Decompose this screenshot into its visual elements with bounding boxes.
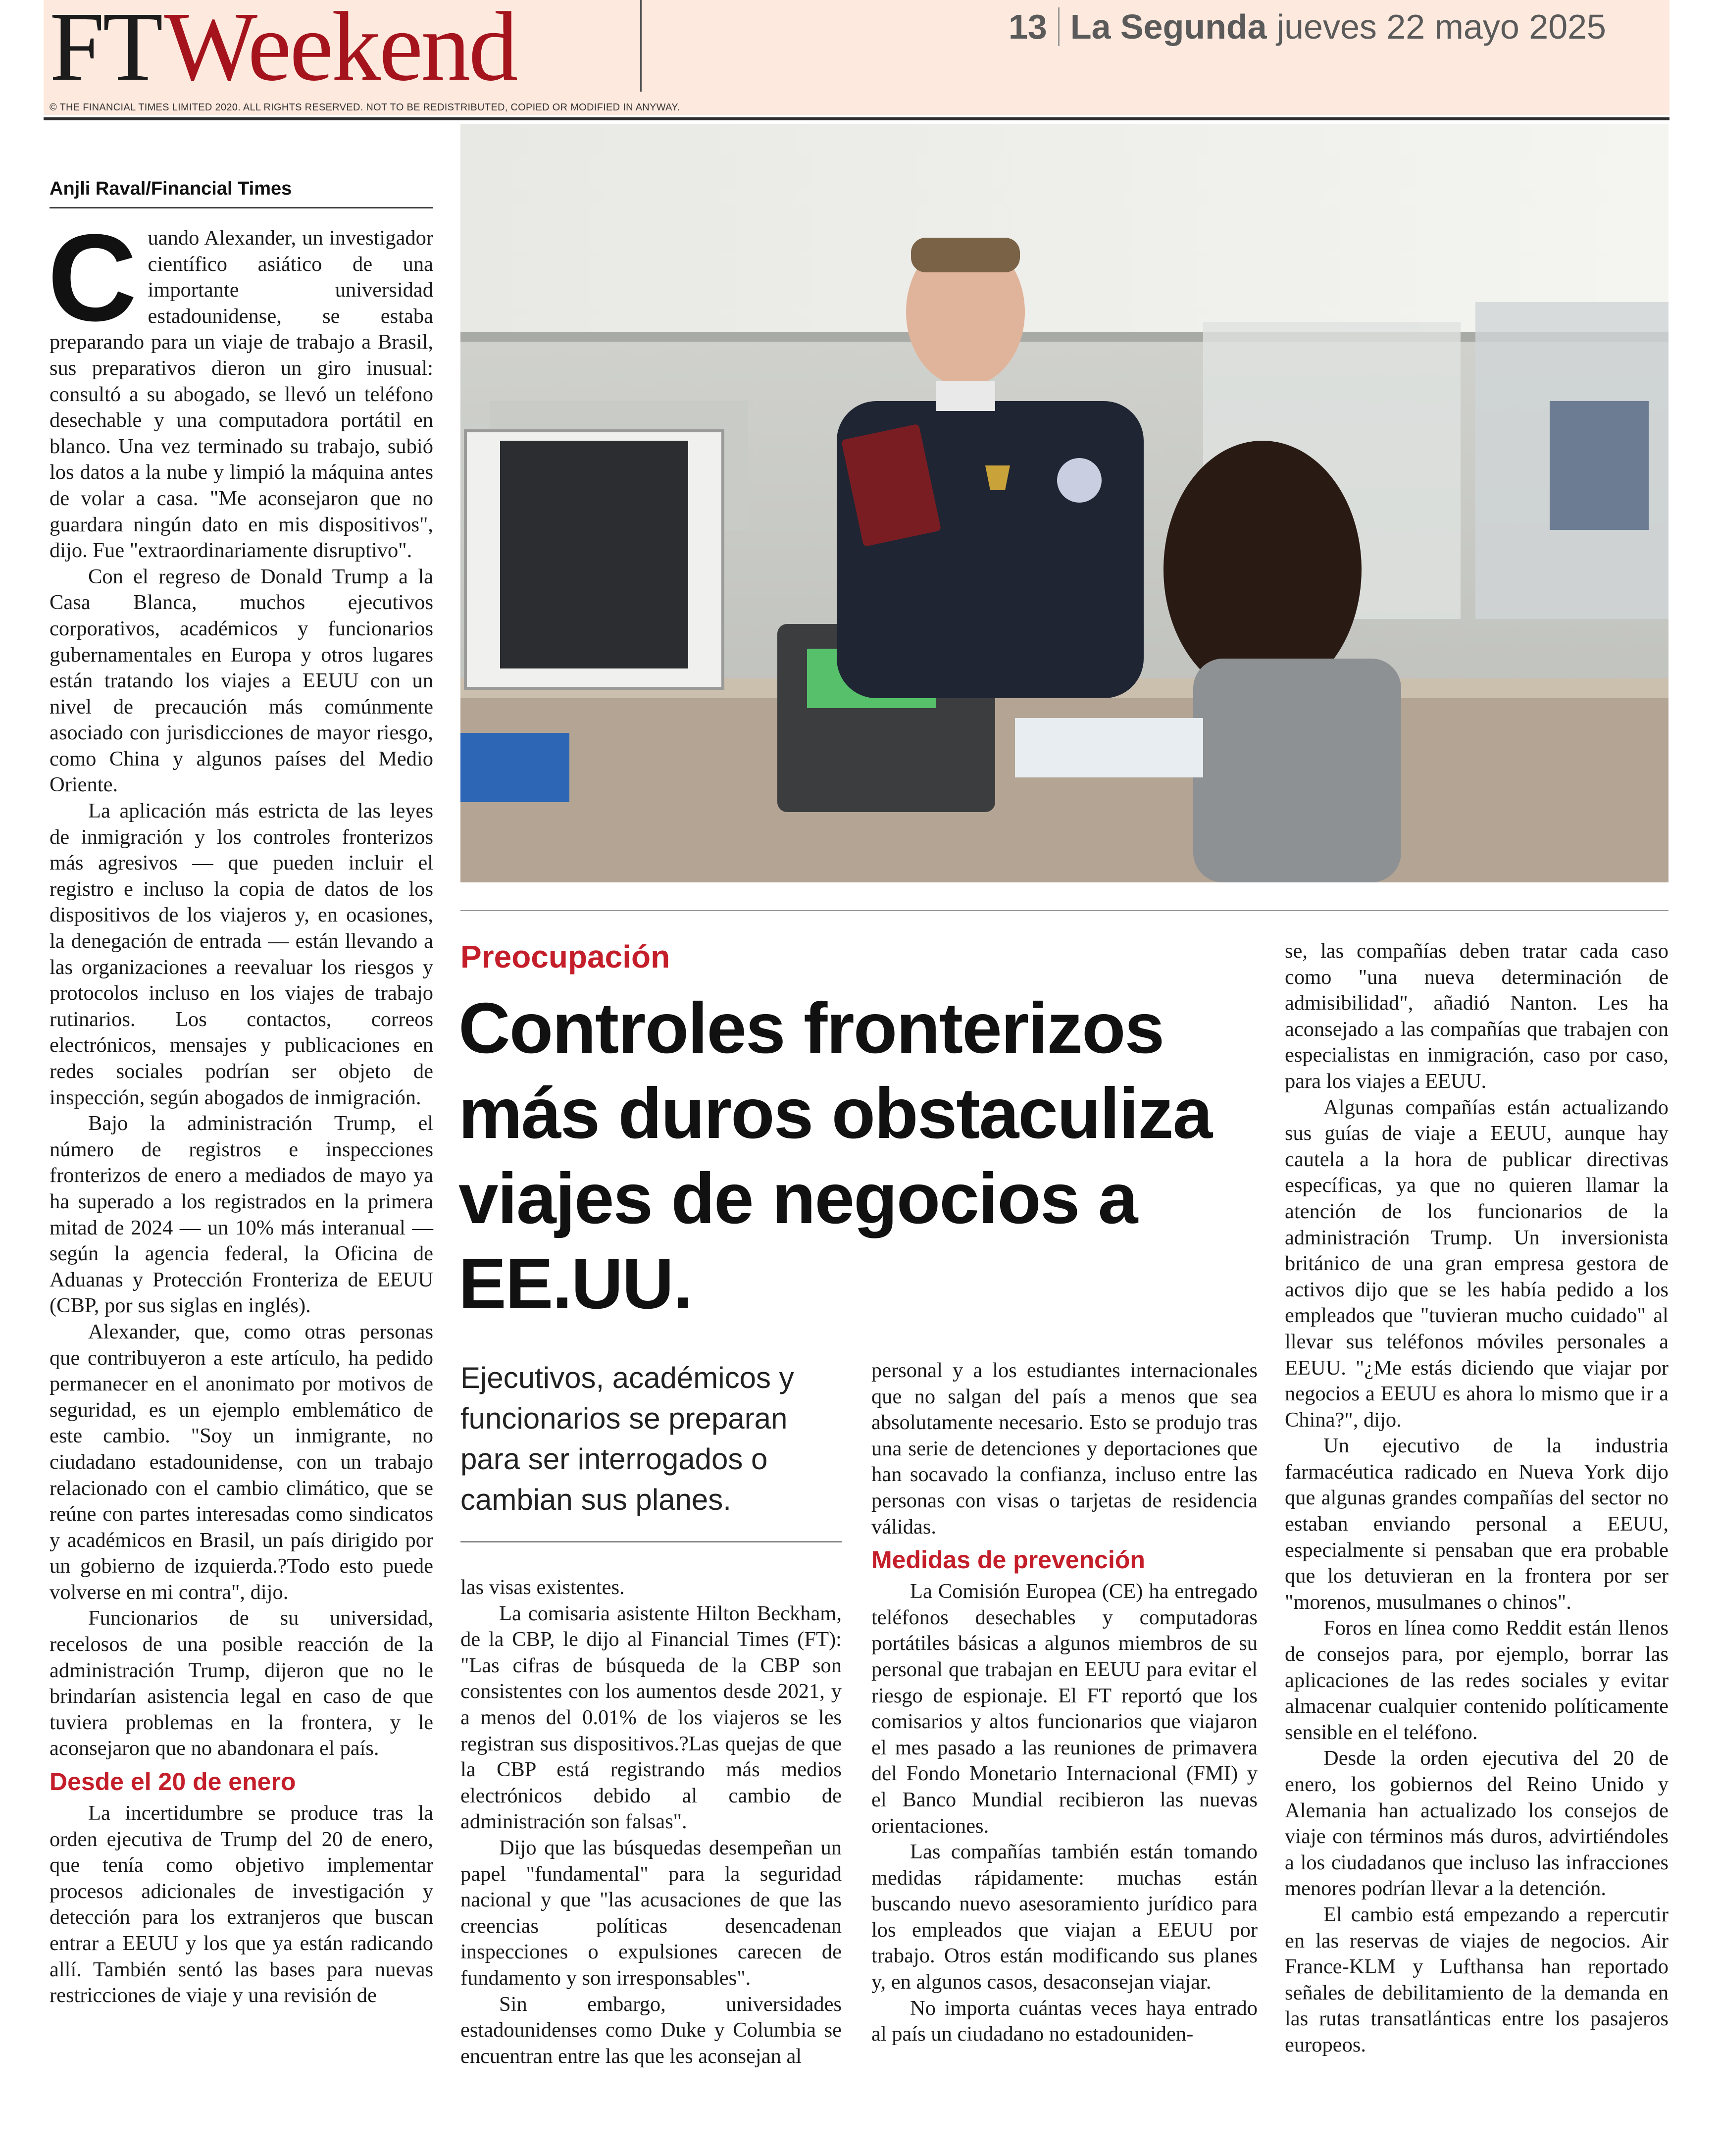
paragraph: Bajo la administración Trump, el número de registros e inspecciones fronterizos de enero a mediados de mayo ya ha superado a los registrados en la primera mitad de 2024 — un 10% más interanual — según la agencia federal, la Oficina de Aduanas y Protección Fronteriza de EEUU (CBP, por sus siglas en inglés). (50, 1112, 433, 1318)
masthead (44, 0, 1669, 115)
paragraph (48, 208, 433, 564)
article-column-2 (460, 1575, 842, 2069)
paragraph: La comisaria asistente Hilton Beckham, de la CBP, le dijo al Financial Times (FT): "Las cifras de búsqueda de la CBP son consistentes con los aumentos desde 2021, y a menos del 0.01% de los viajeros se les registran sus dispositivos.?Las quejas de que la CBP está registrando más medios electrónicos debido al cambio de administración son falsas". (460, 1601, 842, 1834)
paragraph: las visas existentes. (460, 1576, 625, 1599)
article-column-4 (1285, 938, 1668, 2058)
standfirst-rule (460, 1541, 842, 1542)
paragraph: La incertidumbre se produce tras la orden ejecutiva de Trump del 20 de enero, que tenía como objetivo implementar procesos adicionales de investigación y detección para los extranjeros que buscan entrar a EEUU y los que ya están radicando allí. También sentó las bases para nuevas restricciones de viaje y una revisión de (50, 1801, 433, 2007)
copyright-notice: © THE FINANCIAL TIMES LIMITED 2020. ALL RIGHTS RESERVED. NOT TO BE REDISTRIBUTED, COPIED OR MODIFIED IN ANYWAY. (50, 102, 680, 113)
logo-ft: FT (50, 0, 161, 102)
headline: Controles fronterizos más duros obstaculiza viajes de negocios a EE.UU. (458, 988, 1212, 1324)
paragraph: se, las compañías deben tratar cada caso como "una nueva determinación de admisibilidad", añadió Nanton. Les ha aconsejado a las compañías que trabajen con especialistas en inmigración, caso por caso, para los viajes a EEUU. (1285, 939, 1668, 1093)
paragraph: Alexander, que, como otras personas que contribuyeron a este artículo, ha pedido permanecer en el anonimato por motivos de seguridad, es un ejemplo emblemático de este cambio. "Soy un inmigrante, no ciudadano estadounidense, con un trabajo relacionado con el cambio climático, que se reúne con partes interesadas como sindicatos y académicos en Brasil, un país dirigido por un gobierno de izquierda.?Todo esto puede volverse en mi contra", dijo. (50, 1320, 433, 1604)
article-column-3 (871, 1358, 1258, 2048)
paragraph: La aplicación más estricta de las leyes de inmigración y los controles fronterizos más agresivos — que pueden incluir el registro e incluso la copia de datos de los dispositivos de los viajeros y, en ocasiones, la denegación de entrada — están llevando a las organizaciones a reevaluar los riesgos y protocolos incluso en los viajes de trabajo rutinarios. Los contactos, correos electrónicos, mensajes y publicaciones en redes sociales podrían ser objeto de inspección, según abogados de inmigración. (50, 799, 433, 1109)
paragraph: Funcionarios de su universidad, recelosos de una posible reacción de la administración Trump, dijeron que no le brindarían asistencia legal en caso de que tuviera problemas en la frontera, y le aconsejaron que no abandonara el país. (50, 1606, 433, 1760)
section-subhead: Desde el 20 de enero (50, 1768, 296, 1796)
page-info-divider (1058, 7, 1060, 46)
logo-divider (640, 0, 642, 92)
page-info (1009, 7, 1606, 47)
byline: Anjli Raval/Financial Times (50, 178, 292, 199)
paragraph: personal y a los estudiantes internacionales que no salgan del país a menos que sea absolutamente necesario. Esto se produjo tras una serie de detenciones y deportaciones que han socavado la confianza, incluso entre las personas con visas o tarjetas de residencia válidas. (871, 1359, 1258, 1539)
paragraph: Foros en línea como Reddit están llenos de consejos para, por ejemplo, borrar las aplicaciones de las redes sociales y evitar almacenar cualquier contenido políticamente sensible en el teléfono. (1285, 1616, 1668, 1744)
paragraph: No importa cuántas veces haya entrado al país un ciudadano no estadouniden- (871, 1996, 1258, 2046)
paragraph: Dijo que las búsquedas desempeñan un papel "fundamental" para la seguridad nacional y que "las acusaciones de que las creencias políticas desencadenan inspecciones o expulsiones carecen de fundamento y son irresponsables". (460, 1836, 842, 1990)
paragraph: La Comisión Europea (CE) ha entregado teléfonos desechables y computadoras portátiles básicas a algunos miembros de su personal que trabajan en EEUU para evitar el riesgo de espionaje. El FT reportó que los comisarios y altos funcionarios que viajaron el mes pasado a las reuniones de primavera del Fondo Monetario Internacional (FMI) y el Banco Mundial recibieron las nuevas orientaciones. (871, 1580, 1258, 1838)
kicker: Preocupación (460, 939, 670, 975)
logo-weekend: Weekend (164, 0, 516, 102)
publication-name: La Segunda (1070, 7, 1267, 46)
drop-cap: C (48, 208, 137, 347)
article-photo (460, 124, 1668, 882)
standfirst: Ejecutivos, académicos y funcionarios se preparan para ser interrogados o cambian sus planes. (460, 1361, 794, 1516)
ft-weekend-logo (50, 0, 516, 102)
paragraph-text: uando Alexander, un investigador científico asiático de una importante universidad estadounidense, se estaba preparando para un viaje de trabajo a Brasil, sus preparativos dieron un giro inusual: consultó a su abogado, se llevó un teléfono desechable y una computadora portátil en blanco. Una vez terminado su trabajo, subió los datos a la nube y limpió la máquina antes de volar a casa. "Me aconsejaron que no guardara ningún dato en mis dispositivos", dijo. Fue "extraordinariamente disruptivo". (50, 226, 433, 563)
article-column-1 (48, 208, 433, 2009)
section-subhead: Medidas de prevención (871, 1546, 1145, 1574)
paragraph: Con el regreso de Donald Trump a la Casa Blanca, muchos ejecutivos corporativos, académicos y funcionarios gubernamentales en Europa y otros lugares están tratando los viajes a EEUU con un nivel de precaución más comúnmente asociado con jurisdicciones de mayor riesgo, como China y algunos países del Medio Oriente. (50, 565, 433, 797)
paragraph: Algunas compañías están actualizando sus guías de viaje a EEUU, aunque hay cautela a la hora de publicar directivas específicas, ya que no quieren llamar la atención de los funcionarios de la administración Trump. Un inversionista británico de una gran empresa gestora de activos dijo que se les había pedido a los empleados que "tuvieran mucho cuidado" al llevar sus teléfonos móviles personales a EEUU. "¿Me estás diciendo que viajar por negocios a EEUU es ahora lo mismo que ir a China?", dijo. (1285, 1095, 1668, 1432)
page-number: 13 (1008, 7, 1047, 46)
issue-date: jueves 22 mayo 2025 (1276, 7, 1606, 46)
paragraph: Sin embargo, universidades estadounidenses como Duke y Columbia se encuentran entre las que les aconsejan al (460, 1992, 842, 2068)
photo-rule (460, 910, 1668, 911)
masthead-rule (44, 117, 1669, 120)
paragraph: Las compañías también están tomando medidas rápidamente: muchas están buscando nuevo asesoramiento jurídico para los empleados que viajan a EEUU por trabajo. Otros están modificando sus planes y, en algunos casos, desaconsejan viajar. (871, 1840, 1258, 1994)
paragraph: El cambio está empezando a repercutir en las reservas de viajes de negocios. Air France-KLM y Lufthansa han reportado señales de debilitamiento de la demanda en las rutas transatlánticas entre los pasajeros europeos. (1285, 1902, 1668, 2056)
border-control-photo (460, 124, 1668, 882)
paragraph: Desde la orden ejecutiva del 20 de enero, los gobiernos del Reino Unido y Alemania han actualizado los consejos de viaje con términos más duros, advirtiéndoles a los ciudadanos que incluso las infracciones menores podrían llevar a la detención. (1285, 1746, 1668, 1900)
paragraph: Un ejecutivo de la industria farmacéutica radicado en Nueva York dijo que algunas grandes compañías del sector no estaban enviando personal a EEUU, especialmente si pensaban que era probable que los detuvieran en la frontera por ser "morenos, musulmanes o chinos". (1285, 1434, 1668, 1614)
